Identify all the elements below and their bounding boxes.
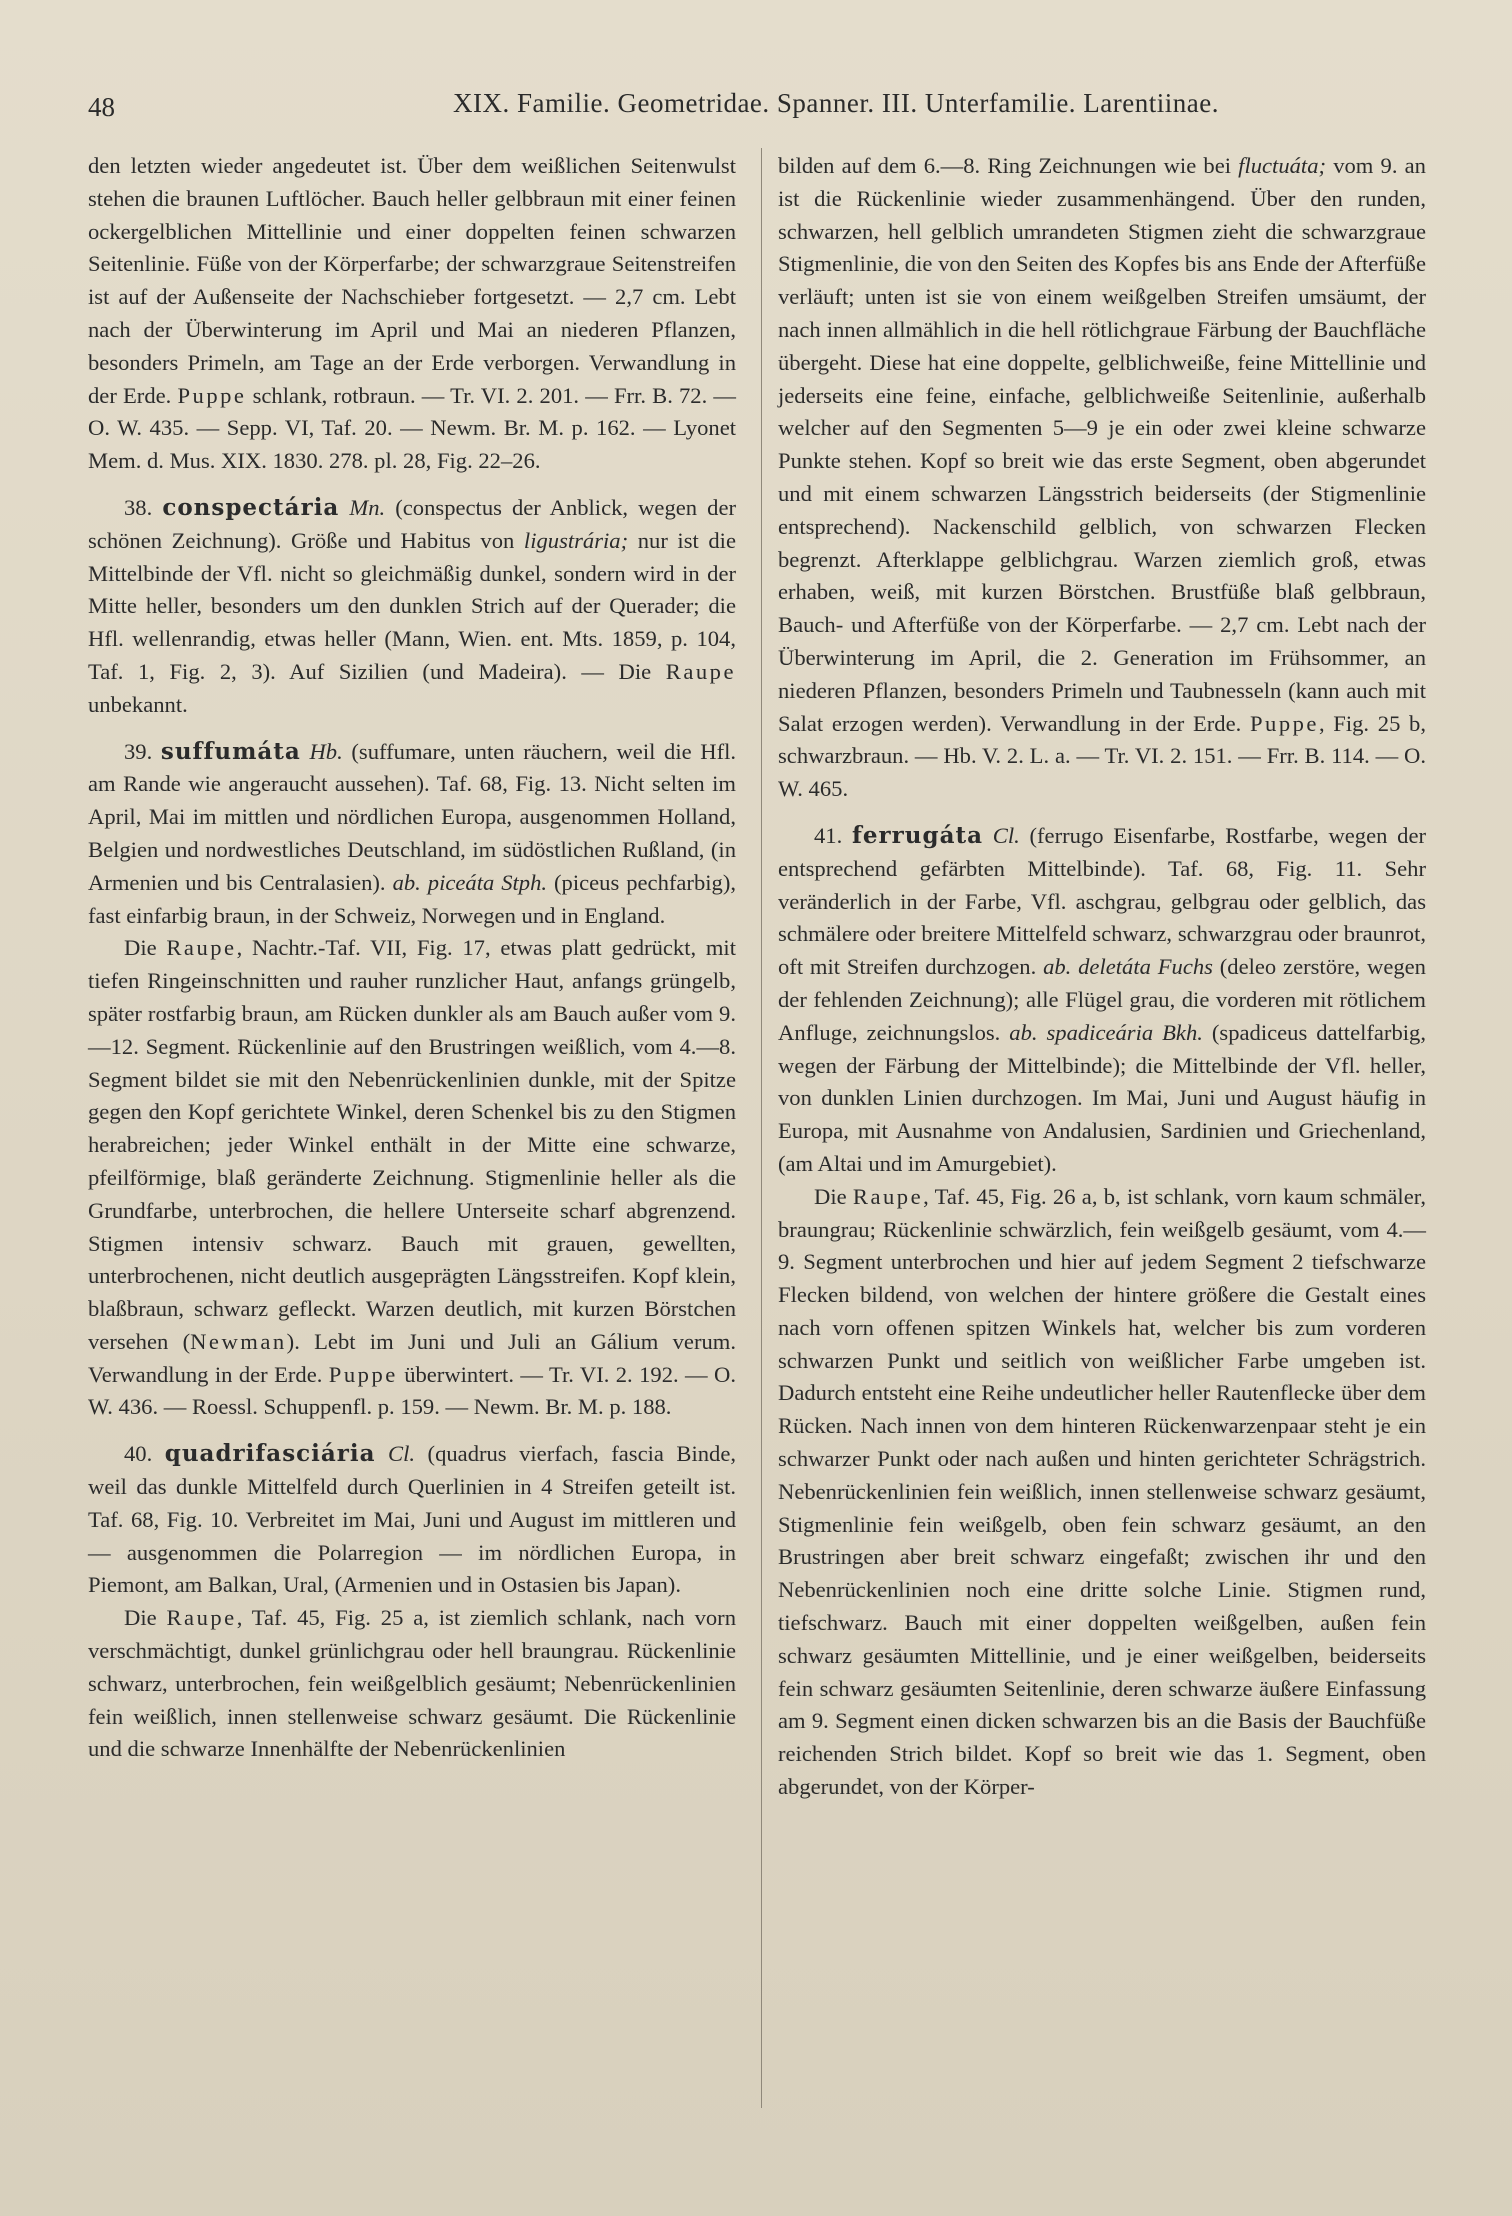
paragraph [88, 150, 736, 478]
species-entry-41 [778, 820, 1426, 1181]
text-run: unbekannt. [88, 691, 188, 717]
left-column [88, 150, 736, 1766]
species-number: 39. [124, 738, 153, 764]
text-run: schlank, rotbraun. — Tr. VI. 2. 201. — Frr. B. 72. — O. W. 435. — Sepp. VI, Taf. 20. — Newm. Br. M. p. 162. — Lyonet Mem. d. Mus. XIX. 1830. 278. pl. 28, Fig. 22–26. [88, 382, 736, 474]
text-run: fluctuáta; [1238, 153, 1327, 178]
text-run: , Taf. 45, Fig. 25 a, ist ziemlich schlank, nach vorn verschmächtigt, dunkel grünlichgrau oder hell braungrau. Rückenlinie schwarz, unterbrochen, fein weißgelblich gesäumt; Nebenrückenlinien fein weißlich, innen stellenweise schwarz gesäumt. Die Rückenlinie und die schwarze Innenhälfte der Nebenrückenlinien [88, 1605, 736, 1762]
paragraph [88, 1602, 736, 1766]
text-run: den letzten wieder angedeutet ist. Über dem weißlichen Seitenwulst stehen die braunen Luftlöcher. Bauch heller gelbbraun mit einer feinen ockergelblichen Mittellinie und einer doppelten feinen schwarzen Seitenlinie. Füße von der Körperfarbe; der schwarzgraue Seitenstreifen ist auf der Außenseite der Nachschieber fortgesetzt. — 2,7 cm. Lebt nach der Überwinterung im April und Mai an niederen Pflanzen, besonders Primeln, am Tage an der Erde verborgen. Verwandlung in der Erde. [88, 153, 736, 408]
text-run: vom 9. an ist die Rückenlinie wieder zusammenhängend. Über den runden, schwarzen, hell gelblich umrandeten Stigmen zieht die schwarzgraue Stigmenlinie, die von den Seiten des Kopfes bis ans Ende der Afterfüße verläuft; unten ist sie von einem weißgelben Streifen umsäumt, der nach innen allmählich in die hell rötlichgraue Färbung der Bauchfläche übergeht. Diese hat eine doppelte, gelblichweiße, feine Mittellinie und jederseits eine feine, einfache, gelblichweiße Seitenlinie, außerhalb welcher auf den Segmenten 5—9 je ein oder zwei kleine schwarze Punkte stehen. Kopf so breit wie das erste Segment, oben abgerundet und mit einem schwarzen Längsstrich beiderseits (der Stigmenlinie entsprechend). Nackenschild gelblich, von schwarzen Flecken begrenzt. Afterklappe gelblichgrau. Warzen ziemlich groß, etwas erhaben, weiß, mit kurzen Börstchen. Brustfüße blaß gelbbraun, Bauch- und Afterfüße von der Körperfarbe. — 2,7 cm. Lebt nach der Überwinterung im April, die 2. Generation im Frühsommer, an niederen Pflanzen, besonders Primeln und Taubnesseln (kann auch mit Salat erzogen werden). Verwandlung in der Erde. [778, 153, 1426, 736]
aberration-name: ab. deletáta Fuchs [1043, 954, 1213, 980]
text-run: (ferrugo Eisenfarbe, Rostfarbe, wegen der entsprechend gefärbten Mittelbinde). Taf. 68, Fig. 11. Sehr veränderlich in der Farbe, Vfl. aschgrau, gelbgrau oder gelblich, das schmälere oder breitere Mittelfeld schwarz, schwarzgrau oder braunrot, oft mit Streifen durchzogen. [778, 822, 1427, 980]
species-number: 38. [124, 494, 153, 520]
species-name: quadrifasciária [164, 1440, 376, 1468]
paragraph [778, 150, 1426, 806]
species-entry-38 [88, 492, 736, 722]
page-number: 48 [88, 92, 115, 122]
text-run: (spadiceus dattelfarbig, wegen der Färbung der Mittelbinde); die Mittelbinde der Vfl. heller, von dunklen Linien durchzogen. Im Mai, Juni und August häufig in Europa, mit Ausnahme von Andalusien, Sardinien und Griechenland, (am Altai und im Amurgebiet). [778, 1019, 1426, 1176]
text-run: , Taf. 45, Fig. 26 a, b, ist schlank, vorn kaum schmäler, braungrau; Rückenlinie schwärzlich, fein weißgelb gesäumt, vom 4.—9. Segment unterbrochen und hier auf jedem Segment 2 tiefschwarze Flecken bildend, von welchen der hintere größere die Gestalt eines nach vorn offenen spitzen Winkels hat, welcher bis zum vorderen schwarzen Punkt und seitlich von weißlicher Farbe umgeben ist. Dadurch entsteht eine Reihe undeutlicher heller Rautenflecke über dem Rücken. Nach innen von dem hinteren Rückenwarzenpaar steht je ein schwarzer Punkt oder nach außen und hinten gerichteter Schrägstrich. Nebenrückenlinien fein weißlich, innen stellenweise schwarz gesäumt, Stigmenlinie fein weißgelb, oben fein schwarz gesäumt, an den Brustringen aber breit schwarz eingefaßt; zwischen ihr und den Nebenrückenlinien noch eine dritte solche Linie. Stigmen rund, tiefschwarz. Bauch mit einer doppelten weißgelben, außen fein schwarz gesäumten Mittellinie, und je einer weißgelben, beiderseits fein schwarz gesäumten Seitenlinie, deren schwarze äußere Einfassung am 9. Segment einen dicken schwarzen bis an die Basis der Bauchfüße reichenden Strich bildet. Kopf so breit wie das 1. Segment, oben abgerundet, von der Körper- [778, 1183, 1426, 1800]
column-divider [761, 148, 762, 2108]
text-run: Die [124, 935, 157, 961]
species-entry-40 [88, 1438, 736, 1602]
species-number: 40. [124, 1441, 153, 1467]
text-run: bilden auf dem 6.—8. Ring Zeichnungen wie bei [778, 153, 1231, 178]
species-name: conspectária [162, 493, 340, 521]
text-run: ). Lebt im Juni und Juli an Gálium verum. Verwandlung in der Erde. [88, 1328, 737, 1387]
text-run: Die [124, 1605, 157, 1631]
text-run: (suffumare, unten räuchern, weil die Hfl. am Rande wie angeraucht aussehen). Taf. 68, Fig. 13. Nicht selten im April, Mai im mittlen und nördlichen Europa, ausgenommen Holland, Belgien und nordwestliches Deutschland, im südöstlichen Rußland, (in Armenien und bis Centralasien). [88, 738, 737, 895]
text-run: Puppe [177, 382, 247, 408]
aberration-name: ab. spadiceária Bkh. [1009, 1019, 1203, 1045]
text-run: Puppe [1249, 710, 1319, 736]
species-name: ferrugáta [852, 821, 983, 849]
species-author: Mn. [349, 494, 386, 520]
text-run: (conspectus der Anblick, wegen der schönen Zeichnung). Größe und Habitus von [88, 494, 736, 553]
running-head: XIX. Familie. Geometridae. Spanner. III. Unterfamilie. Larentiinae. [453, 88, 1219, 118]
text-run: nur ist die Mittelbinde der Vfl. nicht so gleichmäßig dunkel, sondern wird in der Mitte heller, besonders um den dunklen Strich auf der Querader; die Hfl. wellenrandig, etwas heller (Mann, Wien. ent. Mts. 1859, p. 104, Taf. 1, Fig. 2, 3). Auf Sizilien (und Madeira). — Die [88, 527, 736, 684]
text-run: ligustrária; [523, 527, 629, 553]
text-run: Raupe [852, 1183, 924, 1209]
text-run: Raupe [665, 658, 736, 684]
text-run: Newman [190, 1328, 287, 1354]
text-run: (piceus pechfarbig), fast einfarbig braun, in der Schweiz, Norwegen und in England. [88, 869, 736, 928]
paragraph [778, 1181, 1426, 1804]
text-run: Raupe [166, 935, 237, 961]
species-number: 41. [814, 822, 843, 848]
text-run: (quadrus vierfach, fascia Binde, weil das dunkle Mittelfeld durch Querlinien in 4 Streifen geteilt ist. Taf. 68, Fig. 10. Verbreitet im Mai, Juni und August im mittleren und — ausgenommen die Polarregion — im nördlichen Europa, in Piemont, am Balkan, Ural, (Armenien und in Ostasien bis Japan). [88, 1441, 737, 1598]
species-entry-39 [88, 736, 736, 933]
species-author: Hb. [309, 738, 343, 764]
species-author: Cl. [992, 822, 1020, 848]
paragraph [88, 932, 736, 1424]
page-header [88, 88, 1424, 132]
aberration-name: ab. piceáta Stph. [392, 869, 548, 895]
text-run: , Nachtr.-Taf. VII, Fig. 17, etwas platt gedrückt, mit tiefen Ringeinschnitten und rauher runzlicher Haut, anfangs grüngelb, später rostfarbig braun, am Rücken dunkler als am Bauch außer vom 9.—12. Segment. Rückenlinie auf den Brustringen weißlich, vom 4.—8. Segment bildet sie mit den Nebenrückenlinien dunkle, mit der Spitze gegen den Kopf gerichtete Winkel, deren Schenkel bis zu den Stigmen herabreichen; jeder Winkel enthält in der Mitte eine schwarze, pfeilförmige, blaß geränderte Zeichnung. Stigmenlinie heller als die Grundfarbe, unterbrochen, die hellere Unterseite scharf abgrenzend. Stigmen intensiv schwarz. Bauch mit grauen, gewellten, unterbrochenen, nicht deutlich ausgeprägten Längsstreifen. Kopf klein, blaßbraun, schwarz gefleckt. Warzen deutlich, mit kurzen Börstchen versehen ( [88, 935, 736, 1354]
text-run: (deleo zerstöre, wegen der fehlenden Zeichnung); alle Flügel grau, die vorderen mit rötlichem Anfluge, zeichnungslos. [778, 954, 1426, 1045]
species-author: Cl. [388, 1441, 416, 1467]
text-run: Puppe [328, 1361, 398, 1387]
text-run: Raupe [166, 1605, 237, 1631]
text-run: überwintert. — Tr. VI. 2. 192. — O. W. 436. — Roessl. Schuppenfl. p. 159. — Newm. Br. M. p. 188. [88, 1361, 736, 1420]
text-run: Die [814, 1183, 847, 1209]
text-run: , Fig. 25 b, schwarzbraun. — Hb. V. 2. L. a. — Tr. VI. 2. 151. — Frr. B. 114. — O. W. 465. [778, 710, 1427, 802]
right-column [778, 150, 1426, 1804]
species-name: suffumáta [160, 737, 301, 765]
